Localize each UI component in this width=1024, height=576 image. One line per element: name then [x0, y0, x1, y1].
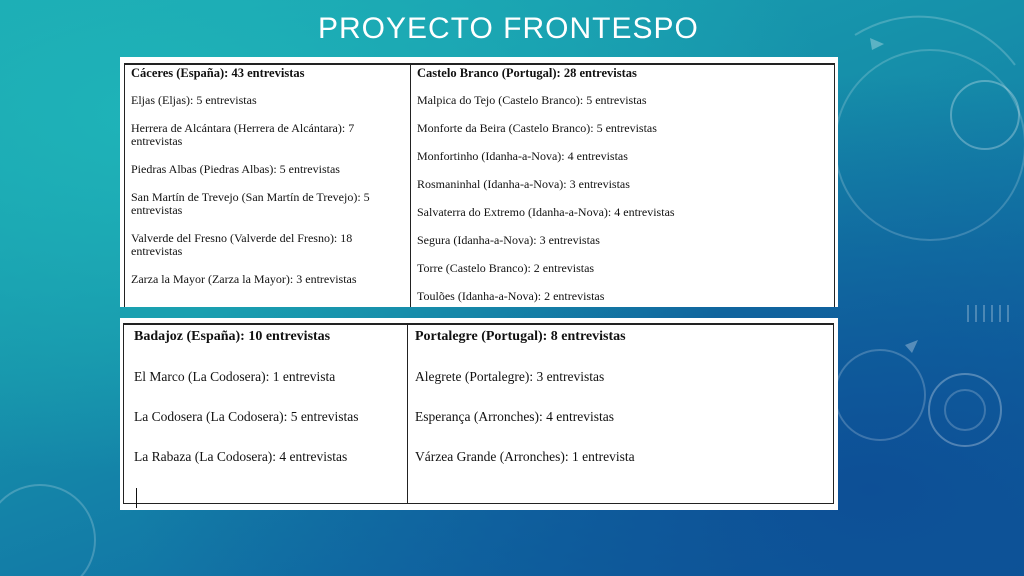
table-image-caceres-castelo-branco [120, 57, 838, 307]
list-item: Esperança (Arronches): 4 entrevistas [415, 409, 615, 424]
list-item: Várzea Grande (Arronches): 1 entrevista [415, 449, 635, 464]
table-1 [124, 63, 835, 307]
list-item: Toulões (Idanha-a-Nova): 2 entrevistas [417, 289, 605, 303]
list-item: Rosmaninhal (Idanha-a-Nova): 3 entrevistas [417, 177, 630, 191]
list-item: Segura (Idanha-a-Nova): 3 entrevistas [417, 233, 600, 247]
list-item: Monforte da Beira (Castelo Branco): 5 entrevistas [417, 121, 657, 135]
portalegre-header: Portalegre (Portugal): 8 entrevistas [415, 329, 626, 344]
caceres-header: Cáceres (España): 43 entrevistas [131, 66, 305, 80]
list-item: Monfortinho (Idanha-a-Nova): 4 entrevistas [417, 149, 628, 163]
table-2-left-column [124, 325, 408, 503]
table-1-left-column [125, 65, 411, 307]
list-item: La Codosera (La Codosera): 5 entrevistas [134, 409, 359, 424]
list-item: Torre (Castelo Branco): 2 entrevistas [417, 261, 595, 275]
list-item: San Martín de Trevejo (San Martín de Trevejo): 5 entrevistas [131, 190, 370, 217]
list-item: Piedras Albas (Piedras Albas): 5 entrevistas [131, 162, 340, 176]
list-item: Malpica do Tejo (Castelo Branco): 5 entrevistas [417, 93, 647, 107]
list-item: Salvaterra do Extremo (Idanha-a-Nova): 4 entrevistas [417, 205, 675, 219]
table-1-right-column [411, 65, 834, 307]
table-2 [123, 323, 834, 504]
list-item: Eljas (Eljas): 5 entrevistas [131, 93, 257, 107]
list-item: Zarza la Mayor (Zarza la Mayor): 3 entrevistas [131, 272, 357, 286]
badajoz-header: Badajoz (España): 10 entrevistas [134, 329, 331, 344]
text-cursor [136, 488, 137, 508]
list-item: Alegrete (Portalegre): 3 entrevistas [415, 369, 605, 384]
list-item: La Rabaza (La Codosera): 4 entrevistas [134, 449, 348, 464]
slide-title: PROYECTO FRONTESPO [318, 12, 699, 45]
list-item: El Marco (La Codosera): 1 entrevista [134, 369, 336, 384]
castelo-branco-header: Castelo Branco (Portugal): 28 entrevistas [417, 66, 637, 80]
table-2-right-column [408, 325, 833, 503]
table-image-badajoz-portalegre [120, 318, 838, 510]
list-item: Valverde del Fresno (Valverde del Fresno): 18 entrevistas [131, 231, 353, 258]
list-item: Herrera de Alcántara (Herrera de Alcántara): 7 entrevistas [131, 121, 355, 148]
